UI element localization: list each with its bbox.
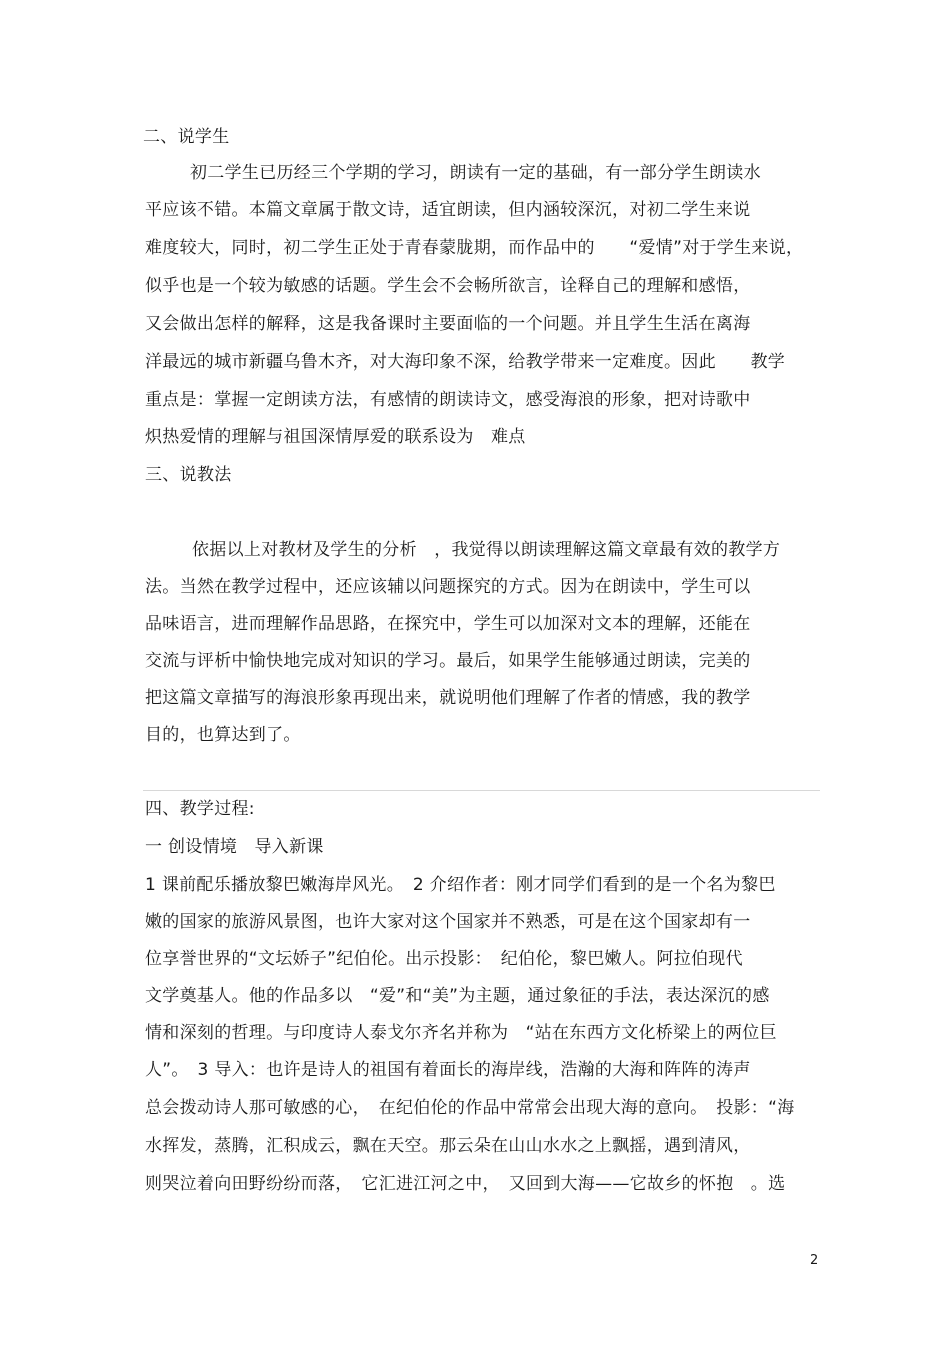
paragraph-line: 情和深刻的哲理。与印度诗人泰戈尔齐名并称为 “站在东西方文化桥梁上的两位巨 [145,1023,777,1043]
section-heading-students: 二、说学生 [143,127,230,147]
paragraph-line: 位享誉世界的“文坛娇子”纪伯伦。出示投影： 纪伯伦，黎巴嫩人。阿拉伯现代 [145,949,743,969]
paragraph-line: 把这篇文章描写的海浪形象再现出来，就说明他们理解了作者的情感，我的教学 [145,688,751,708]
paragraph-line: 水挥发，蒸腾，汇积成云，飘在天空。那云朵在山山水水之上飘摇，遇到清风， [145,1136,751,1156]
page-number: 2 [810,1253,819,1268]
paragraph-line: 重点是：掌握一定朗读方法，有感情的朗读诗文，感受海浪的形象，把对诗歌中 [145,390,751,410]
paragraph-line: 又会做出怎样的解释，这是我备课时主要面临的一个问题。并且学生生活在离海 [145,314,751,334]
paragraph-line: 难度较大，同时，初二学生正处于青春蒙胧期，而作品中的 “爱情”对于学生来说， [145,238,804,258]
paragraph-line: 文学奠基人。他的作品多以 “爱”和“美”为主题，通过象征的手法，表达深沉的感 [145,986,770,1006]
paragraph-line: 目的，也算达到了。 [145,725,301,745]
paragraph-line: 品味语言，进而理解作品思路，在探究中，学生可以加深对文本的理解，还能在 [145,614,751,634]
paragraph-line: 总会拨动诗人那可敏感的心， 在纪伯伦的作品中常常会出现大海的意向。 投影：“海 [145,1098,795,1118]
section-heading-process: 四、教学过程: [145,799,255,819]
paragraph-line: 炽热爱情的理解与祖国深情厚爱的联系设为 难点 [145,427,526,447]
paragraph-line: 依据以上对教材及学生的分析 ，我觉得以朗读理解这篇文章最有效的教学方 [192,540,781,560]
paragraph-line: 交流与评析中愉快地完成对知识的学习。最后，如果学生能够通过朗读，完美的 [145,651,751,671]
paragraph-line: 初二学生已历经三个学期的学习，朗读有一定的基础，有一部分学生朗读水 [190,163,761,183]
paragraph-line: 嫩的国家的旅游风景图，也许大家对这个国家并不熟悉，可是在这个国家却有一 [145,912,751,932]
section-heading-methods: 三、说教法 [145,465,232,485]
divider [143,790,820,791]
paragraph-line: 似乎也是一个较为敏感的话题。学生会不会畅所欲言，诠释自己的理解和感悟， [145,276,751,296]
paragraph-line: 平应该不错。本篇文章属于散文诗，适宜朗读，但内涵较深沉，对初二学生来说 [145,200,751,220]
paragraph-line: 则哭泣着向田野纷纷而落， 它汇进江河之中， 又回到大海——它故乡的怀抱 。选 [145,1174,786,1194]
paragraph-line: 1 课前配乐播放黎巴嫩海岸风光。 2 介绍作者：刚才同学们看到的是一个名为黎巴 [145,875,776,895]
paragraph-line: 法。当然在教学过程中，还应该辅以问题探究的方式。因为在朗读中，学生可以 [145,577,751,597]
paragraph-line: 人”。 3 导入：也许是诗人的祖国有着面长的海岸线，浩瀚的大海和阵阵的涛声 [145,1060,751,1080]
paragraph-line: 洋最远的城市新疆乌鲁木齐，对大海印象不深，给教学带来一定难度。因此 教学 [145,352,786,372]
subsection-heading: 一 创设情境 导入新课 [145,837,324,857]
